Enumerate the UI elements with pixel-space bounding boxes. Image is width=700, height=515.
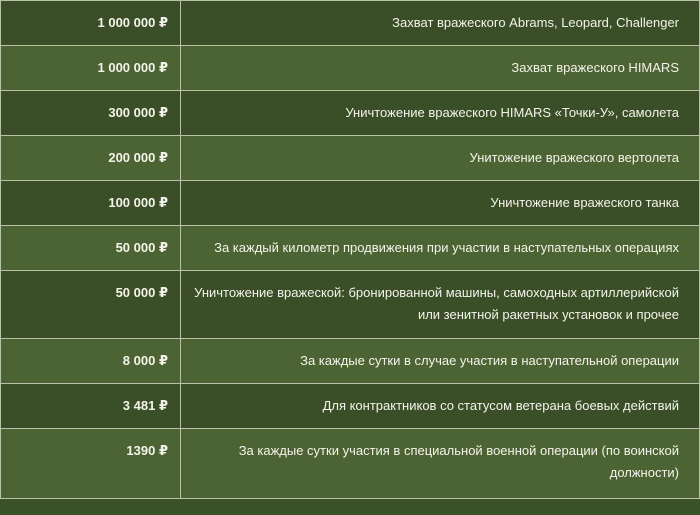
table-row xyxy=(1,91,700,136)
description-cell: Захват вражеского HIMARS xyxy=(181,46,700,91)
amount-cell: 3 481 ₽ xyxy=(1,384,181,429)
table-row xyxy=(1,1,700,46)
description-cell: За каждые сутки участия в специальной военной операции (по воинской должности) xyxy=(181,429,700,499)
table-row xyxy=(1,339,700,384)
amount-cell: 50 000 ₽ xyxy=(1,226,181,271)
description-cell: Для контрактников со статусом ветерана боевых действий xyxy=(181,384,700,429)
amount-cell: 300 000 ₽ xyxy=(1,91,181,136)
amount-cell: 200 000 ₽ xyxy=(1,136,181,181)
description-cell: Захват вражеского Abrams, Leopard, Challenger xyxy=(181,1,700,46)
table-row xyxy=(1,136,700,181)
table-row xyxy=(1,46,700,91)
table-row xyxy=(1,429,700,499)
description-cell: За каждый километр продвижения при участии в наступательных операциях xyxy=(181,226,700,271)
table-row xyxy=(1,384,700,429)
amount-cell: 100 000 ₽ xyxy=(1,181,181,226)
table-row xyxy=(1,271,700,339)
amount-cell: 50 000 ₽ xyxy=(1,271,181,339)
table-row xyxy=(1,181,700,226)
description-cell: Уничтожение вражеского танка xyxy=(181,181,700,226)
amount-cell: 1 000 000 ₽ xyxy=(1,46,181,91)
table-row xyxy=(1,226,700,271)
description-cell: Унитожение вражеского вертолета xyxy=(181,136,700,181)
description-cell: За каждые сутки в случае участия в наступательной операции xyxy=(181,339,700,384)
description-cell: Уничтожение вражеской: бронированной машины, самоходных артиллерийской или зенитной ракетных установок и прочее xyxy=(181,271,700,339)
amount-cell: 8 000 ₽ xyxy=(1,339,181,384)
amount-cell: 1 000 000 ₽ xyxy=(1,1,181,46)
description-cell: Уничтожение вражеского HIMARS «Точки-У», самолета xyxy=(181,91,700,136)
amount-cell: 1390 ₽ xyxy=(1,429,181,499)
